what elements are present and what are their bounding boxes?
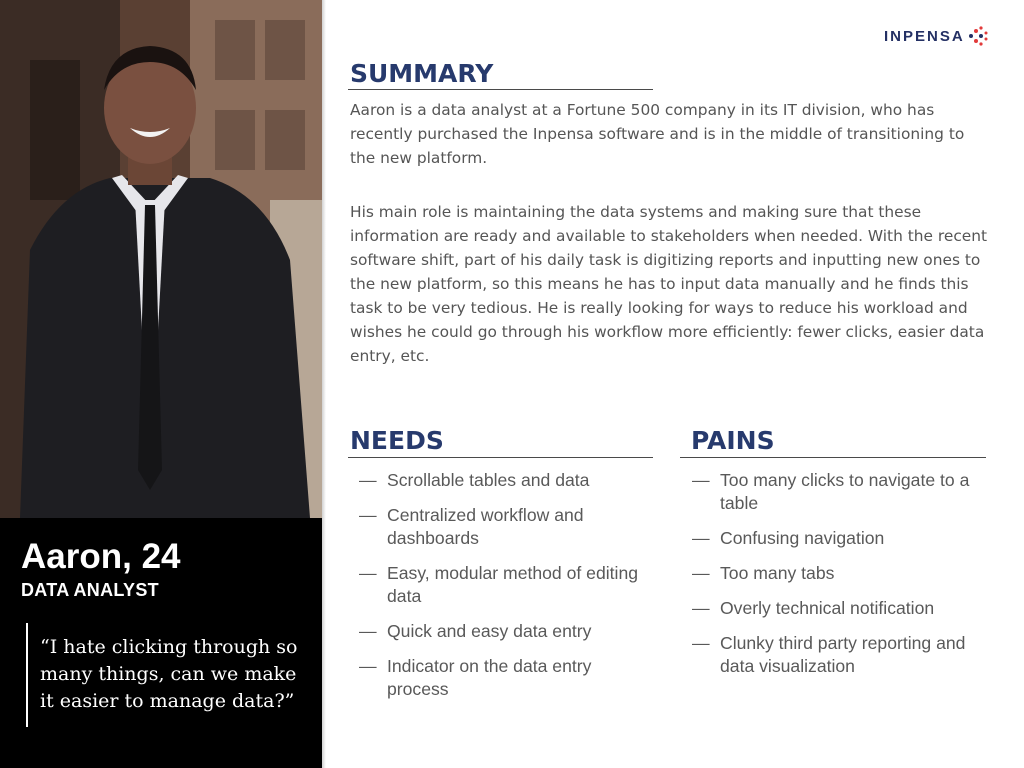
dash-icon: — (359, 470, 377, 490)
list-item: — Too many clicks to navigate to a table (692, 470, 970, 513)
logo-dots-icon (967, 25, 989, 47)
list-item: — Indicator on the data entry process (359, 656, 592, 699)
summary-paragraph-2: His main role is maintaining the data systems and making sure that these information are ready and available to stakeholders when needed. With the recent software shift, part of his daily task is digitizing reports and inputting new ones to the new platform, so this means he has to input data manually and he finds this task to be very tedious. He is really looking for ways to reduce his workload and wishes he could go through his workflow more efficiently: fewer clicks, easier data entry, etc. (350, 203, 988, 365)
persona-quote: “I hate clicking through so many things, can we make it easier to manage data?” (40, 636, 298, 712)
needs-list (359, 469, 649, 713)
dash-icon: — (692, 563, 710, 583)
summary-heading: SUMMARY (350, 59, 494, 88)
list-item: — Quick and easy data entry (359, 621, 592, 641)
list-item: — Too many tabs (692, 563, 835, 583)
dash-icon: — (359, 563, 377, 583)
dash-icon: — (692, 633, 710, 653)
list-item: — Scrollable tables and data (359, 470, 590, 490)
needs-rule (348, 457, 653, 458)
list-item: — Overly technical notification (692, 598, 935, 618)
persona-photo (0, 0, 322, 518)
pains-list (692, 469, 982, 690)
dash-icon: — (692, 598, 710, 618)
list-item: — Confusing navigation (692, 528, 885, 548)
dash-icon: — (692, 528, 710, 548)
dash-icon: — (692, 470, 710, 490)
persona-photo-illustration (0, 0, 322, 518)
list-item: — Easy, modular method of editing data (359, 563, 639, 606)
logo-text: INPENSA (884, 27, 965, 45)
pains-heading: PAINS (691, 426, 775, 455)
photo-shadow (322, 0, 326, 768)
inpensa-logo (884, 23, 989, 49)
list-item: — Centralized workflow and dashboards (359, 505, 584, 548)
summary-rule (348, 89, 653, 90)
list-item: — Clunky third party reporting and data visualization (692, 633, 966, 676)
dash-icon: — (359, 656, 377, 676)
pains-rule (680, 457, 986, 458)
dash-icon: — (359, 621, 377, 641)
persona-name-age: Aaron, 24 (21, 537, 181, 576)
dash-icon: — (359, 505, 377, 525)
needs-heading: NEEDS (350, 426, 444, 455)
summary-paragraph-1: Aaron is a data analyst at a Fortune 500 company in its IT division, who has recently purchased the Inpensa software and is in the middle of transitioning to the new platform. (350, 101, 965, 167)
quote-bar (26, 623, 28, 727)
persona-role: DATA ANALYST (21, 580, 159, 600)
